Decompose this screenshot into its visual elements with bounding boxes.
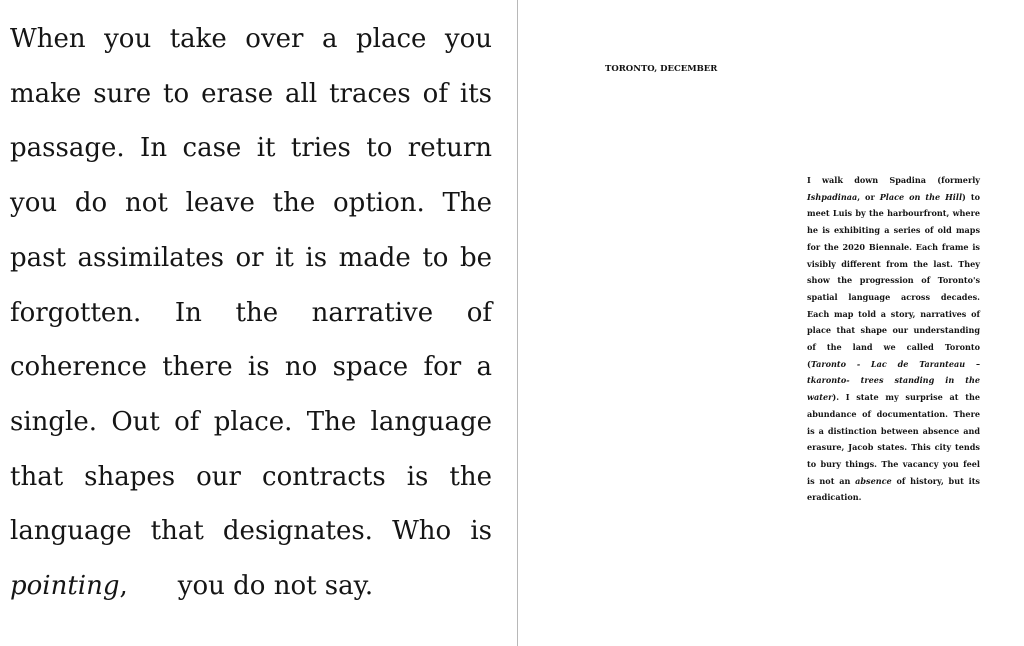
pointing-emphasis: pointing: [10, 571, 120, 602]
etymology-emphasis: Taronto - Lac de Taranteau – tkaronto- trees standing in the water: [807, 358, 980, 403]
right-page-paragraph: [807, 172, 980, 506]
right-page: [518, 0, 1024, 646]
place-name-emphasis: Place on the Hill: [879, 191, 963, 202]
paragraph-text: of history, but its eradication.: [807, 475, 980, 503]
paragraph-text: When you take over a place you make sure to erase all traces of its passage. In case it tries to return you do not leave the option. The past assimilates or it is made to be forgotten. In the narrative of coherence there is no space for a single. Out of place. The language that shapes our contracts is the language that designates. Who is: [10, 24, 492, 547]
paragraph-text: I walk down Spadina (formerly: [807, 175, 980, 185]
absence-emphasis: absence: [855, 475, 892, 486]
paragraph-text: ) to meet Luis by the harbourfront, where he is exhibiting a series of old maps for the 2020 Biennale. Each frame is visibly different from the last. They show the progression of Toronto's spatial language across decades. Each map told a story, narratives of place that shape our understanding of the land we called Toronto (: [807, 191, 980, 369]
paragraph-text: ). I state my surprise at the abundance of documentation. There is a distinction between absence and erasure, Jacob states. This city tends to bury things. The vacancy you feel is not an: [807, 392, 980, 486]
comma: ,: [119, 571, 128, 602]
paragraph-ending: you do not say.: [177, 571, 374, 602]
left-page-paragraph: [10, 12, 492, 614]
section-heading: TORONTO, DECEMBER: [605, 64, 718, 74]
place-name-emphasis: Ishpadinaa: [807, 191, 858, 202]
paragraph-text: , or: [857, 191, 880, 202]
